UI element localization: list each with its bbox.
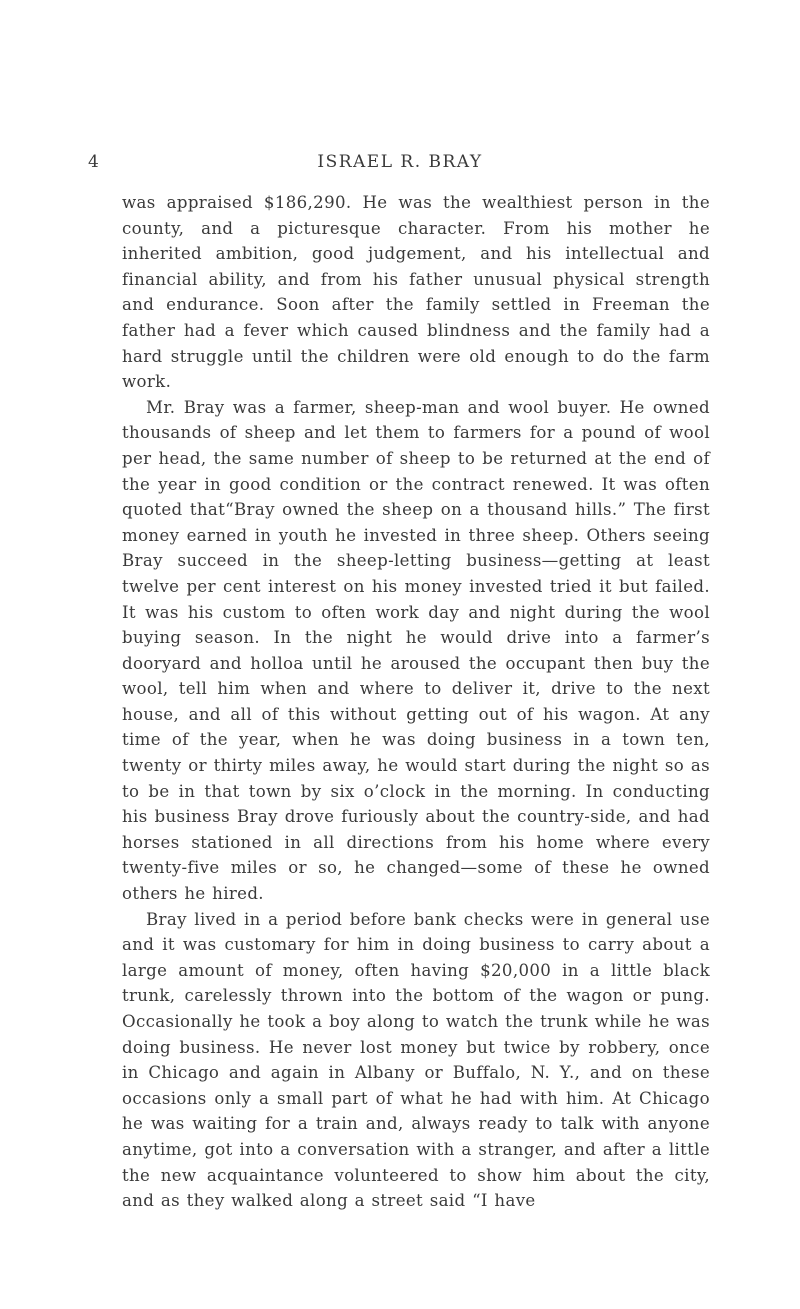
paragraph: Mr. Bray was a farmer, sheep-man and wool buyer. He owned thousands of sheep and let them to farmers for a pound of wool per head, the same number of sheep to be returned at the end of the year in good condition or the contract renewed. It was often quoted that“Bray owned the sheep on a thousand hills.” The first money earned in youth he invested in three sheep. Others seeing Bray succeed in the sheep-letting business—getting at least twelve per cent interest on his money invested tried it but failed. It was his custom to often work day and night during the wool buying season. In the night he would drive into a farmer’s dooryard and holloa until he aroused the occupant then buy the wool, tell him when and where to deliver it, drive to the next house, and all of this without getting out of his wagon. At any time of the year, when he was doing business in a town ten, twenty or thirty miles away, he would start during the night so as to be in that town by six o’clock in the morning. In conducting his business Bray drove furiously about the country-side, and had horses stationed in all directions from his home where every twenty-five miles or so, he changed—some of these he owned others he hired. — [122, 397, 710, 904]
page-number: 4 — [88, 152, 101, 172]
paragraph: Bray lived in a period before bank checks were in general use and it was customary for him in doing business to carry about a large amount of money, often having $20,000 in a little black trunk, carelessly thrown into the bottom of the wagon or pung. Occasionally he took a boy along to watch the trunk while he was doing business. He never lost money but twice by robbery, once in Chicago and again in Albany or Buffalo, N. Y., and on these occasions only a small part of what he had with him. At Chicago he was waiting for a train and, always ready to talk with anyone anytime, got into a conversation with a stranger, and after a little the new acquaintance volunteered to show him about the city, and as they walked along a street said “I have — [122, 909, 710, 1211]
paragraph: was appraised $186,290. He was the wealthiest person in the county, and a picturesque character. From his mother he inherited ambition, good judgement, and his intellectual and financial ability, and from his father unusual physical strength and endurance. Soon after the family settled in Freeman the father had a fever which caused blindness and the family had a hard struggle until the children were old enough to do the farm work. — [122, 193, 710, 392]
running-head — [88, 152, 712, 174]
running-head-title: ISRAEL R. BRAY — [317, 152, 483, 172]
body-text — [122, 190, 710, 1214]
